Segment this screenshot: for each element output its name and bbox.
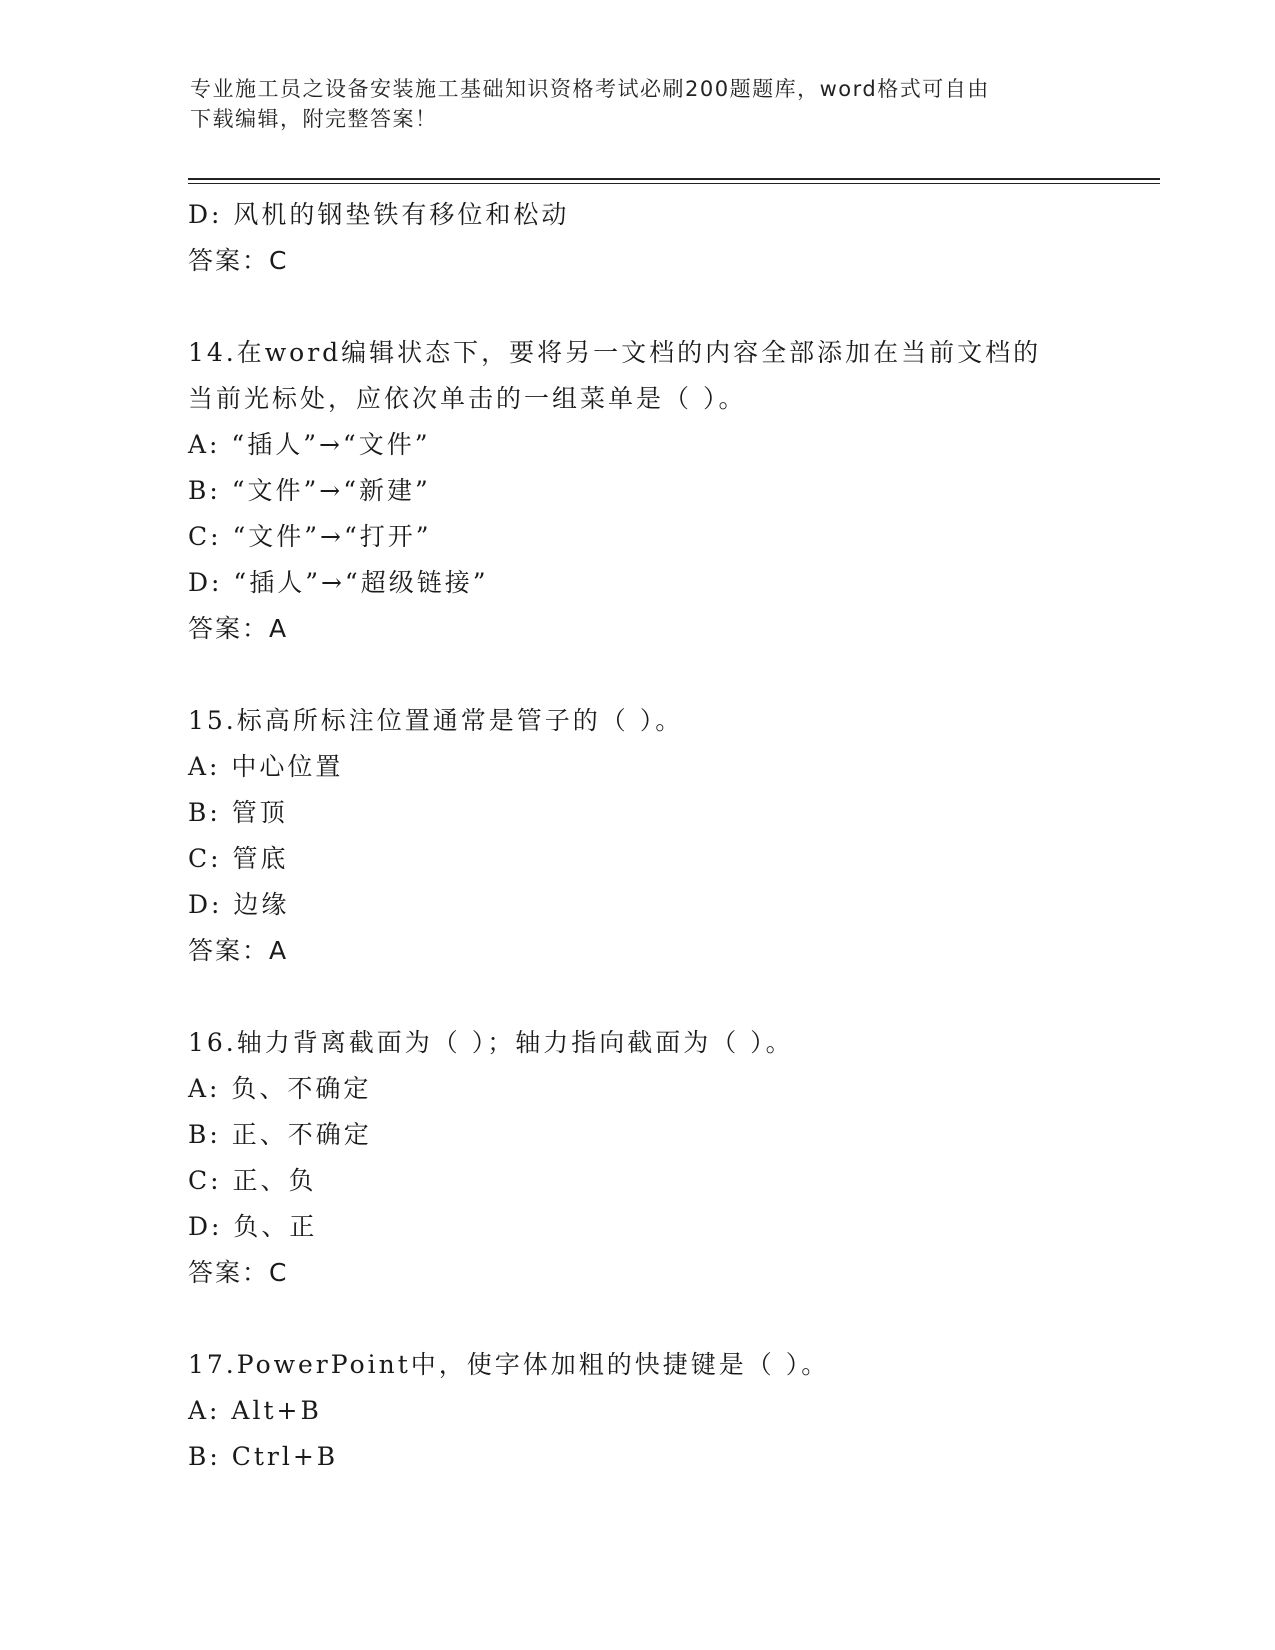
- option-c: C: 管底: [188, 844, 289, 873]
- question-14: [188, 330, 1088, 652]
- spacer: [188, 1296, 1088, 1342]
- question-stem: 17.PowerPoint中，使字体加粗的快捷键是（ ）。: [188, 1350, 830, 1379]
- option-a: A: “插人”→“文件”: [188, 430, 431, 459]
- header-rule-thin: [188, 183, 1160, 184]
- question-stem: 15.标高所标注位置通常是管子的（ ）。: [188, 706, 684, 735]
- header-line-1: 专业施工员之设备安装施工基础知识资格考试必刷200题题库，word格式可自由: [190, 77, 990, 101]
- option-c: C: “文件”→“打开”: [188, 522, 432, 551]
- option-a: A: 中心位置: [188, 752, 344, 781]
- option-a: A: 负、不确定: [188, 1074, 372, 1103]
- option-b: B: 正、不确定: [188, 1120, 372, 1149]
- answer-line: 答案：A: [188, 614, 289, 643]
- option-d: D: 负、正: [188, 1212, 318, 1241]
- header-line-2: 下载编辑，附完整答案！: [190, 107, 438, 131]
- option-d: D: 边缘: [188, 890, 290, 919]
- question-stem: 14.在word编辑状态下，要将另一文档的内容全部添加在当前文档的: [188, 338, 1042, 367]
- spacer: [188, 652, 1088, 698]
- option-b: B: Ctrl+B: [188, 1442, 339, 1471]
- option-b: B: “文件”→“新建”: [188, 476, 431, 505]
- option-c: C: 正、负: [188, 1166, 317, 1195]
- page-header: [190, 74, 1090, 134]
- question-stem: 16.轴力背离截面为（ ）；轴力指向截面为（ ）。: [188, 1028, 794, 1057]
- question-list: [188, 192, 1088, 1480]
- option-a: A: Alt+B: [188, 1396, 322, 1425]
- question-stem: 当前光标处，应依次单击的一组菜单是（ ）。: [188, 384, 747, 413]
- answer-line: 答案：C: [188, 246, 289, 275]
- spacer: [188, 974, 1088, 1020]
- option-d: D: 风机的钢垫铁有移位和松动: [188, 200, 570, 229]
- header-rule-thick: [188, 178, 1160, 180]
- spacer: [188, 284, 1088, 330]
- option-d: D: “插人”→“超级链接”: [188, 568, 489, 597]
- carryover-question: [188, 192, 1088, 284]
- question-17: [188, 1342, 1088, 1480]
- answer-line: 答案：C: [188, 1258, 289, 1287]
- option-b: B: 管顶: [188, 798, 288, 827]
- answer-line: 答案：A: [188, 936, 289, 965]
- question-16: [188, 1020, 1088, 1296]
- question-15: [188, 698, 1088, 974]
